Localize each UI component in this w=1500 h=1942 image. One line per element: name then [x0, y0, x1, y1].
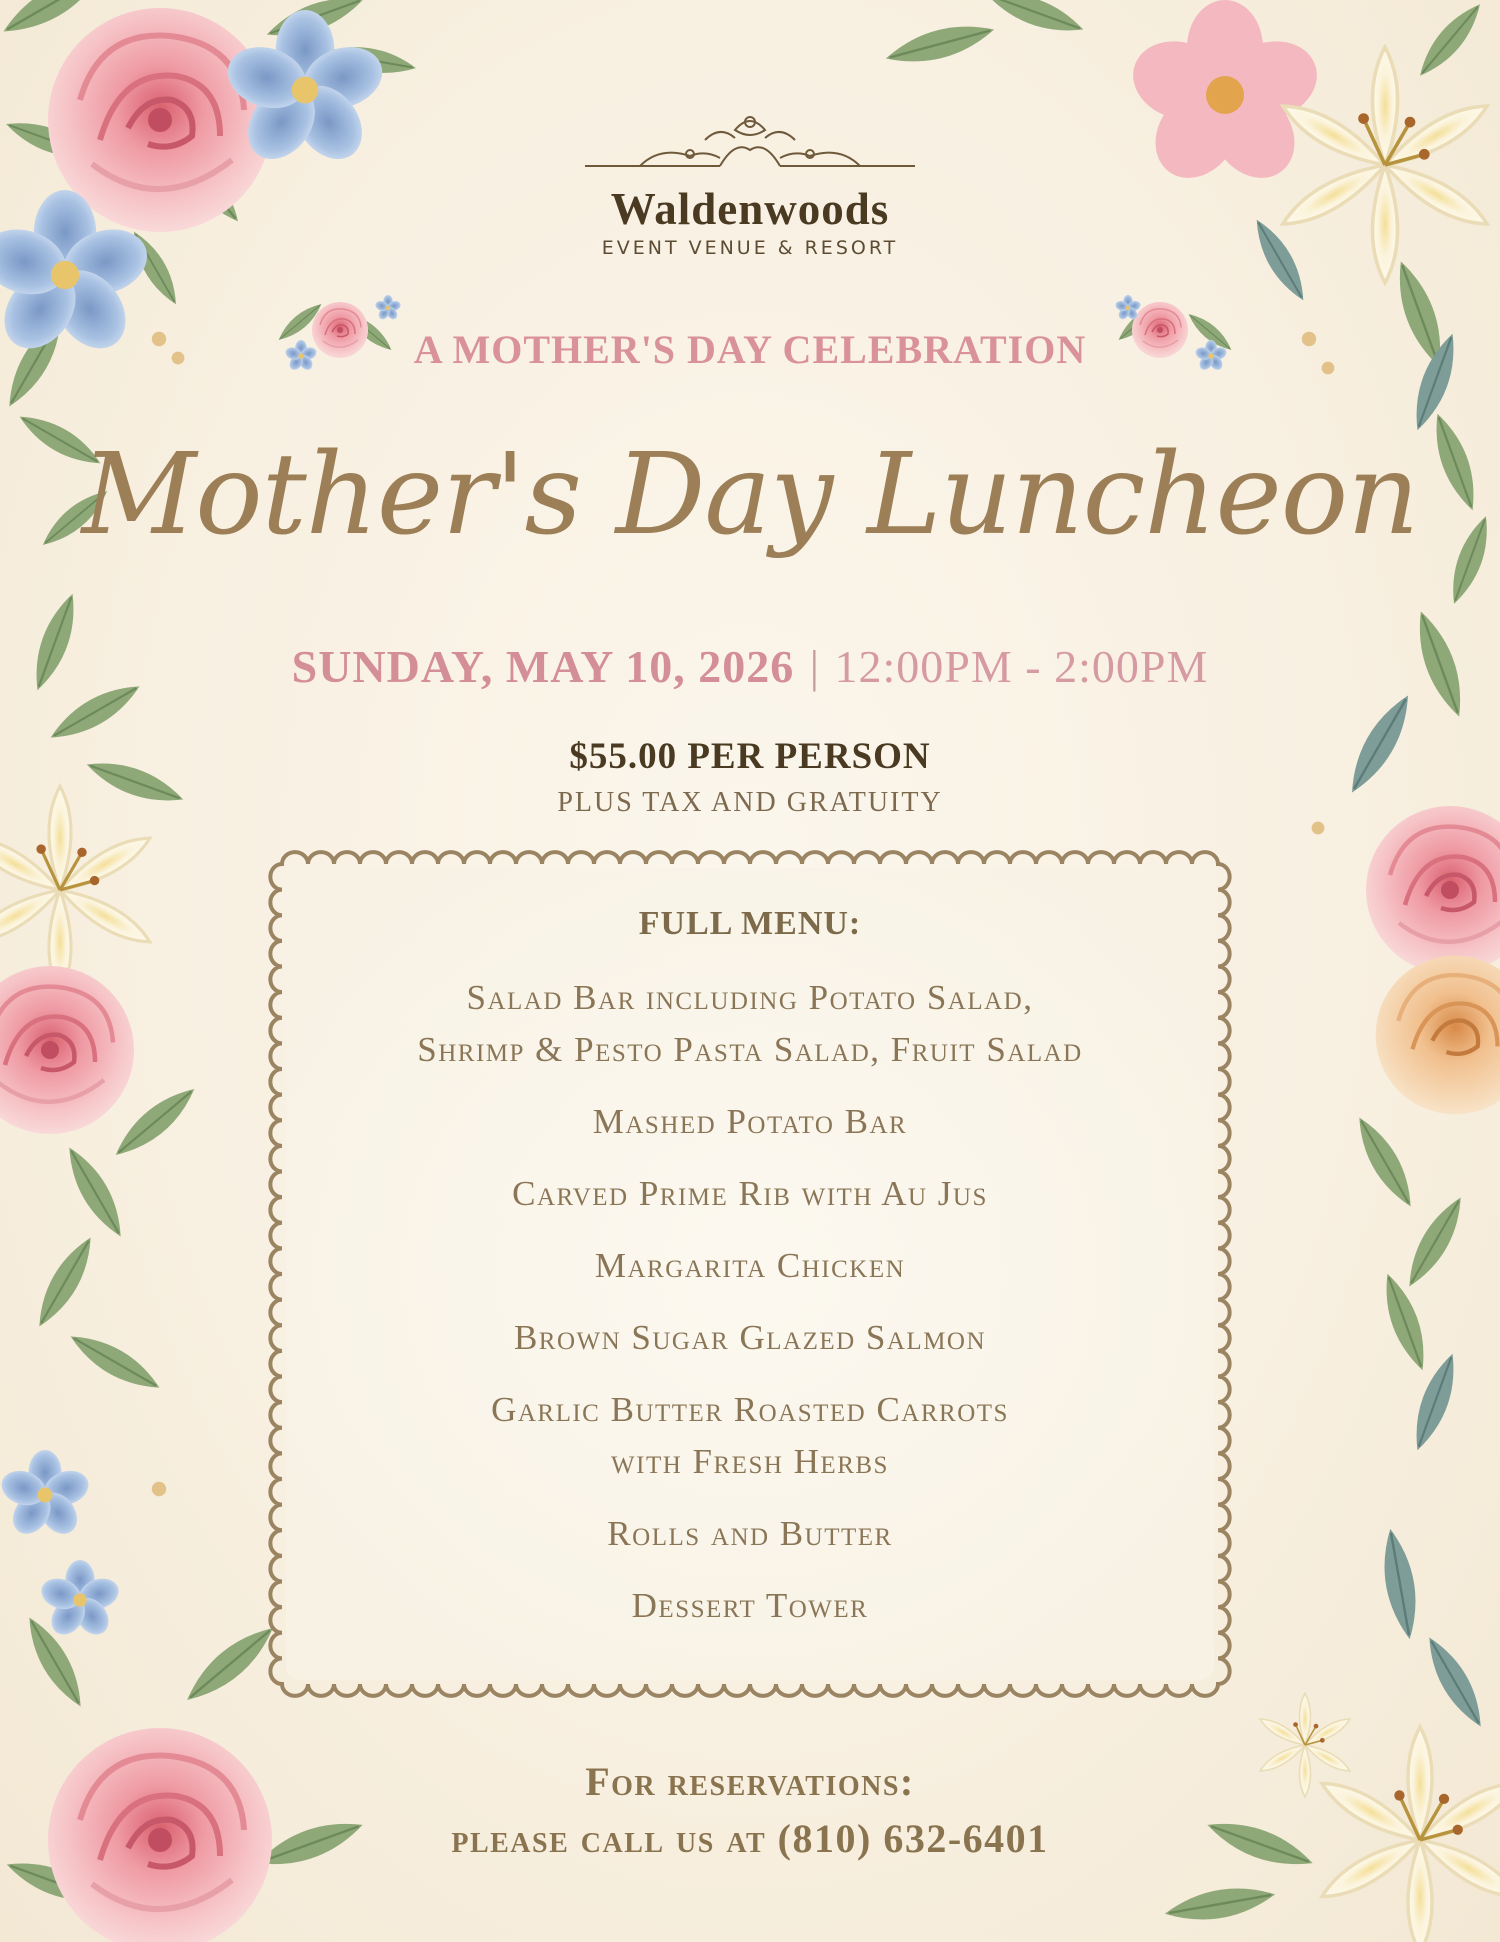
menu-item: Shrimp & Pesto Pasta Salad, Fruit Salad [417, 1030, 1083, 1069]
menu-item: Brown Sugar Glazed Salmon [513, 1318, 987, 1357]
menu-item: Dessert Tower [631, 1586, 869, 1625]
menu-item: with Fresh Herbs [611, 1442, 889, 1481]
menu-item: Carved Prime Rib with Au Jus [512, 1174, 988, 1213]
event-date: SUNDAY, MAY 10, 2026 [291, 641, 795, 692]
date-time-separator: | [809, 641, 820, 692]
menu-item: Margarita Chicken [594, 1246, 906, 1285]
menu-heading: FULL MENU: [638, 905, 862, 942]
event-date-time [0, 640, 1500, 693]
event-time: 12:00PM - 2:00PM [834, 641, 1209, 692]
reservations-label: For reservations: [585, 1759, 915, 1804]
menu-item: Rolls and Butter [607, 1514, 893, 1553]
menu-item: Mashed Potato Bar [592, 1102, 908, 1141]
event-title: Mother's Day Luncheon [81, 430, 1419, 560]
price-note: PLUS TAX AND GRATUITY [557, 787, 943, 818]
ornament-flourish [585, 117, 915, 166]
reservations-phone: please call us at (810) 632-6401 [451, 1816, 1049, 1861]
venue-name: Waldenwoods [610, 184, 890, 234]
celebration-heading: A MOTHER'S DAY CELEBRATION [413, 327, 1087, 372]
price-per-person: $55.00 PER PERSON [569, 736, 931, 777]
venue-tagline: EVENT VENUE & RESORT [601, 237, 899, 259]
menu-item: Salad Bar including Potato Salad, [466, 978, 1034, 1017]
menu-item: Garlic Butter Roasted Carrots [491, 1390, 1009, 1429]
